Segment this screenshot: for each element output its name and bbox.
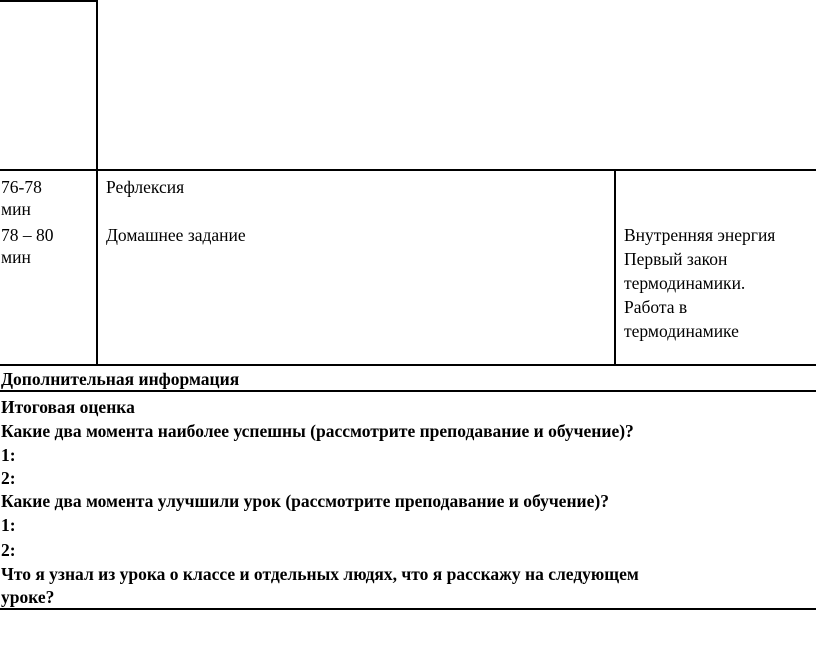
question-3-line2: уроке?	[1, 587, 55, 607]
question-2-answer-2: 2:	[1, 540, 16, 560]
table-bottom-border	[0, 364, 816, 366]
resource-line-5: термодинамике	[624, 321, 739, 341]
time-1-line2: мин	[1, 199, 31, 219]
question-1-answer-2: 2:	[1, 468, 16, 488]
table-row-divider	[0, 169, 816, 171]
time-2-line2: мин	[1, 247, 31, 267]
summary-heading: Итоговая оценка	[1, 397, 135, 417]
resource-line-3: термодинамики.	[624, 273, 746, 293]
resource-line-4: Работа в	[624, 297, 688, 317]
resource-line-2: Первый закон	[624, 249, 728, 269]
question-2: Какие два момента улучшили урок (рассмотрите преподавание и обучение)?	[1, 491, 609, 511]
table-top-border	[0, 0, 98, 2]
activity-homework: Домашнее задание	[106, 225, 246, 245]
additional-heading: Дополнительная информация	[1, 369, 240, 389]
question-3-line1: Что я узнал из урока о классе и отдельных людях, что я расскажу на следующем	[1, 564, 639, 584]
summary-bottom-border	[0, 608, 816, 610]
table-col-divider-2	[614, 170, 616, 366]
time-2-line1: 78 – 80	[1, 225, 54, 245]
question-1: Какие два момента наиболее успешны (рассмотрите преподавание и обучение)?	[1, 421, 634, 441]
resource-line-1: Внутренняя энергия	[624, 225, 776, 245]
additional-heading-underline	[0, 390, 816, 392]
time-1-line1: 76-78	[1, 177, 42, 197]
question-1-answer-1: 1:	[1, 445, 16, 465]
activity-reflection: Рефлексия	[106, 177, 185, 197]
question-2-answer-1: 1:	[1, 515, 16, 535]
table-col-divider-1	[96, 0, 98, 366]
